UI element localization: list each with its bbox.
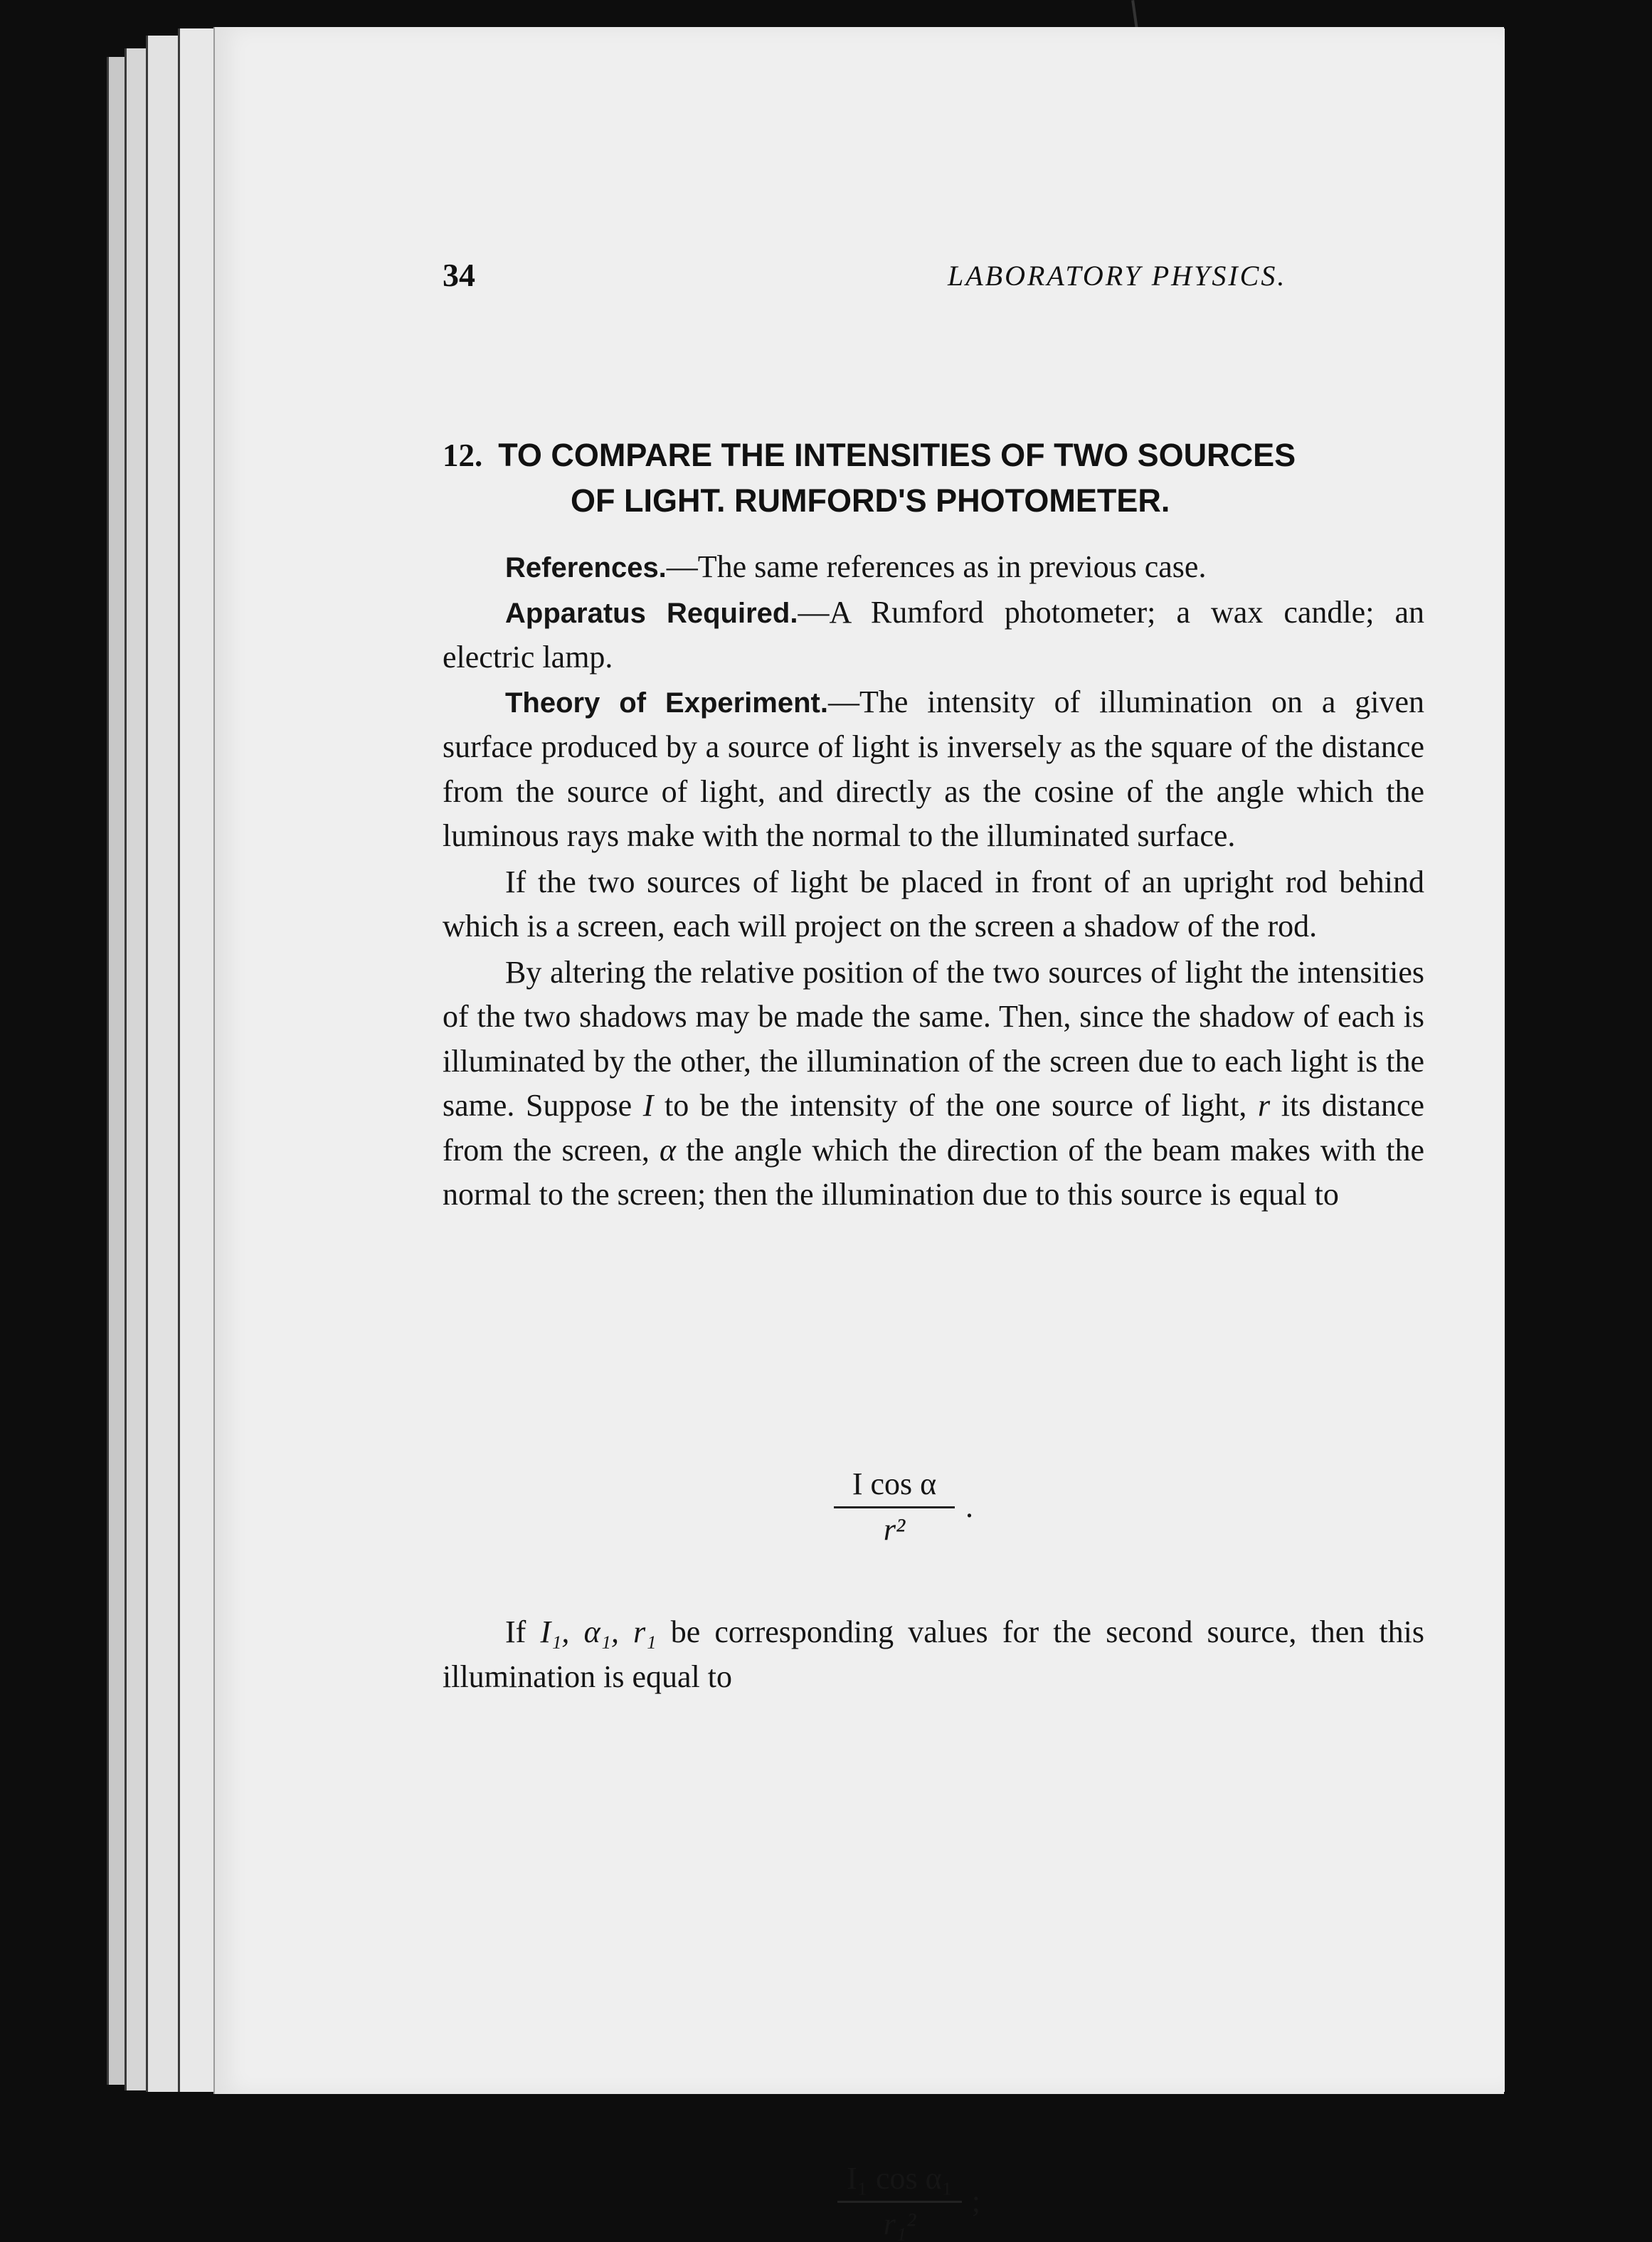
apparatus-paragraph [443,591,1424,680]
second-source-paragraph [443,1610,1424,1699]
section-title-line1: TO COMPARE THE INTENSITIES OF TWO SOURCES [498,437,1296,473]
apparatus-label: Apparatus Required. [505,597,798,629]
p3-mid1: to be the intensity of the one source of light, [664,1088,1247,1123]
var-r: r [1258,1088,1271,1123]
formula1-denominator: r² [883,1512,906,1547]
paragraph-rod: If the two sources of light be placed in front of an upright rod behind which is a screen, each will project on the screen a shadow of the rod. [443,864,1424,943]
p4-start: If [505,1614,526,1649]
p4-end: be corresponding values for the second source, then this illumination is equal to [443,1614,1424,1694]
formula2-punctuation: ; [971,2184,980,2219]
body-text [443,545,1424,1217]
var-alpha: α [659,1132,677,1168]
page-number: 34 [443,257,475,293]
references-label: References. [505,552,667,583]
var-I: I [642,1088,654,1123]
p3-start: By altering the relative position of the two sources of light the intensities of the two shadows may be made the same. Then, since the shadow of each is illuminated by the other, the illumination of the screen due to each light is the same. Suppose [443,954,1424,1123]
formula2-denominator: r₁² [883,2206,916,2241]
theory-label: Theory of Experiment. [505,687,828,719]
p3-mid2: its distance from the screen, [443,1088,1425,1168]
apparatus-text: —A Rumford photometer; a wax candle; an electric lamp. [443,594,1424,675]
page-content [443,27,1638,2241]
second-source-vars: I₁, α₁, r₁ [540,1614,657,1649]
theory-paragraph [443,680,1424,859]
formula1-numerator: I cos α [834,1466,955,1508]
references-paragraph [443,545,1424,591]
p3-end: the angle which the direction of the beam makes with the normal to the screen; then the illumination due to this source is equal to [443,1132,1425,1212]
paragraph-shadows [443,951,1424,1217]
running-head: LABORATORY PHYSICS. [948,260,1287,292]
formula-first-source [834,1466,973,1548]
paragraph-second-source [443,1610,1424,1699]
section-heading [443,433,1652,524]
formula1-punctuation: . [965,1489,973,1524]
section-title-line2: OF LIGHT. RUMFORD'S PHOTOMETER. [571,482,1170,519]
section-number: 12. [443,438,483,473]
references-text: —The same references as in previous case. [666,549,1207,584]
formula2-numerator: I₁ cos α₁ [837,2160,962,2203]
formula-second-source [837,2160,980,2242]
theory-text: —The intensity of illumination on a given surface produced by a source of light is inversely as the square of the distance from the source of light, and directly as the cosine of the angle which the luminous rays make with the normal to the illuminated surface. [443,684,1424,853]
book-page [213,27,1504,2241]
